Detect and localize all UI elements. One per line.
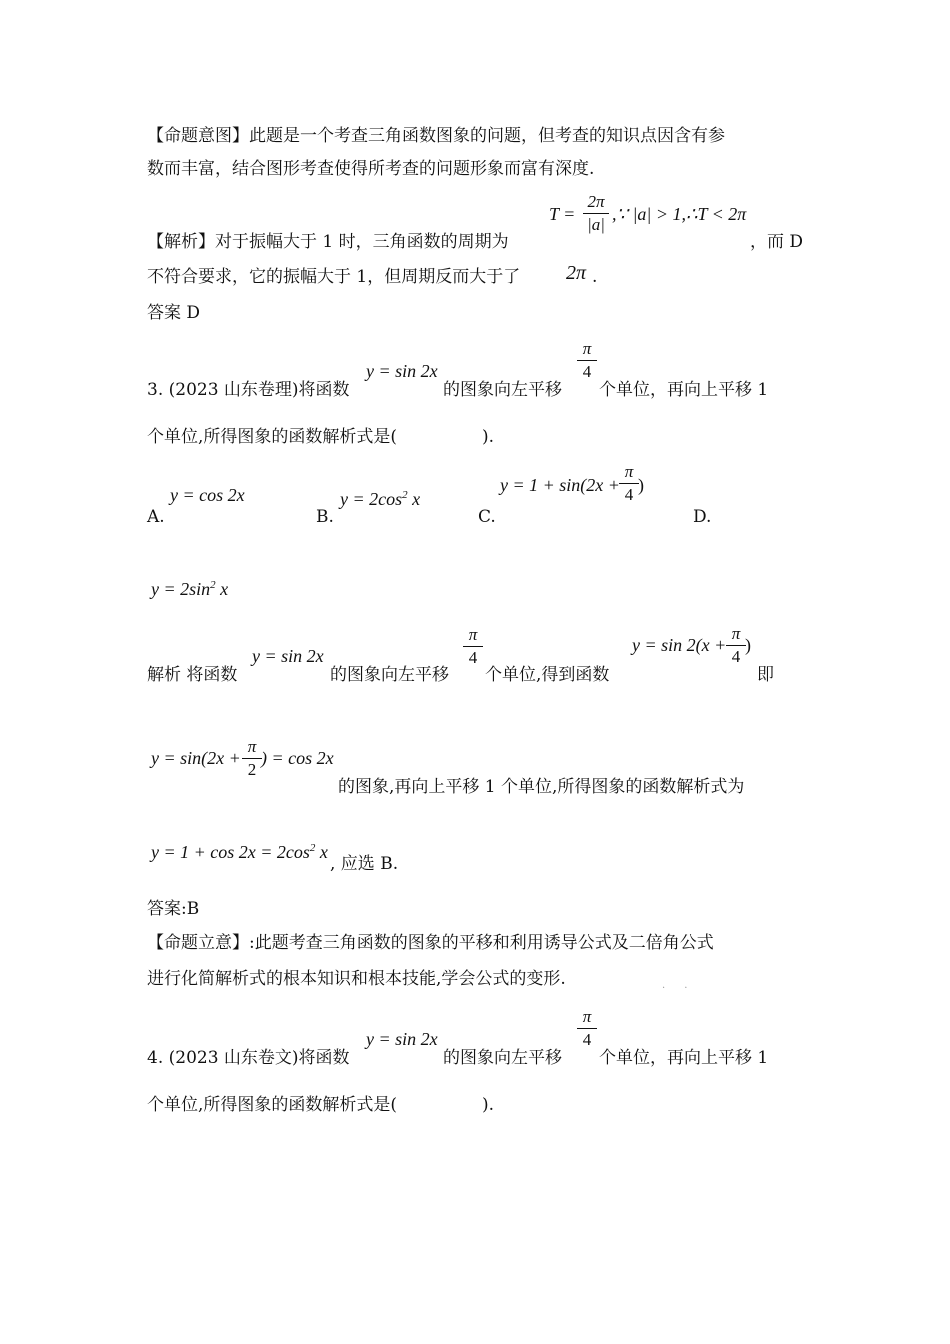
analysis-line-2: 不符合要求，它的振幅大于 1，但周期反而大于了	[147, 267, 521, 287]
q3-solution-f3-num: π	[247, 737, 257, 756]
q3-option-b-pre: y = 2cos	[340, 489, 403, 509]
q3-option-c-num: π	[624, 462, 634, 481]
q3-fraction	[577, 339, 597, 382]
q3-fraction-den: 4	[582, 362, 592, 381]
q3-solution-fraction-den: 4	[468, 648, 478, 667]
analysis-formula-left: T =	[549, 204, 576, 224]
q3-option-b	[340, 484, 420, 510]
q4-fraction	[577, 1007, 597, 1050]
q3-idea-line-1: 【命题立意】:此题考查三角函数的图象的平移和利用诱导公式及二倍角公式	[147, 933, 714, 953]
q3-suffix: 个单位，再向上平移 1	[599, 380, 769, 400]
q3-solution-f3-den: 2	[247, 760, 257, 779]
q3-option-d-pre: y = 2sin	[151, 579, 211, 599]
decorative-dots: . .	[662, 980, 688, 991]
intent-line-1: 【命题意图】此题是一个考查三角函数图象的问题，但考查的知识点因含有参	[147, 126, 725, 146]
q3-solution-answer: 答案:B	[147, 899, 200, 919]
q3-option-c-den: 4	[624, 485, 634, 504]
analysis-text: 【解析】对于振幅大于 1 时，三角函数的周期为	[147, 232, 509, 252]
q3-solution-f2-num: π	[731, 624, 741, 643]
q3-option-b-label: B.	[316, 507, 334, 527]
analysis-formula-right: ,∵ |a| > 1,∴T < 2π	[612, 204, 747, 224]
analysis-fraction-den: |a|	[587, 215, 605, 234]
q3-solution-mid: 的图象向左平移	[330, 665, 449, 685]
q3-prefix: 3. (2023 山东卷理)将函数	[147, 380, 350, 400]
q3-fraction-num: π	[582, 339, 592, 358]
q4-mid: 的图象向左平移	[443, 1048, 562, 1068]
q4-function: y = sin 2x	[366, 1029, 438, 1049]
q3-option-c-post: )	[638, 475, 644, 495]
q3-idea-line-2: 进行化简解析式的根本知识和根本技能,学会公式的变形.	[147, 969, 566, 989]
intent-line-2: 数而丰富，结合图形考查使得所考查的问题形象而富有深度.	[147, 159, 595, 179]
q4-fraction-num: π	[582, 1007, 592, 1026]
q3-solution-line-4-tail: , 应选 B.	[330, 854, 399, 874]
q3-option-c-fraction	[619, 462, 639, 505]
q3-solution-f2-den: 4	[731, 647, 741, 666]
q3-solution-fraction-num: π	[468, 625, 478, 644]
q3-option-b-sup: 2	[402, 489, 408, 501]
q3-solution-f4-sup: 2	[309, 842, 316, 854]
q3-solution-mid2: 个单位,得到函数	[485, 665, 610, 685]
q3-option-d-post: x	[215, 579, 229, 599]
q3-solution-f3-post: ) = cos 2x	[261, 748, 334, 768]
q3-solution-function: y = sin 2x	[252, 646, 324, 666]
q3-mid: 的图象向左平移	[443, 380, 562, 400]
q3-solution-f2-pre: y = sin 2(x +	[632, 635, 727, 655]
q3-solution-f2-post: )	[745, 635, 751, 655]
q3-solution-f2-fraction	[726, 624, 746, 667]
q3-option-c-label: C.	[478, 507, 496, 527]
analysis-fraction	[583, 192, 609, 235]
analysis-two-pi: 2π	[566, 262, 587, 284]
q3-solution-f3-fraction	[242, 737, 262, 780]
analysis-suffix: ，而 D	[750, 232, 804, 252]
q4-suffix: 个单位，再向上平移 1	[599, 1048, 769, 1068]
q3-solution-tail: 即	[757, 665, 774, 685]
q3-solution-f3-pre: y = sin(2x +	[151, 748, 241, 768]
q3-option-c-pre: y = 1 + sin(2x +	[500, 475, 620, 495]
q3-solution-f4-pre: y = 1 + cos 2x = 2cos	[151, 842, 310, 862]
q3-solution-prefix: 解析 将函数	[147, 665, 238, 685]
q3-solution-f4-post: x	[315, 842, 328, 862]
q3-solution-f4	[151, 837, 328, 863]
q3-option-b-post: x	[407, 489, 421, 509]
q3-function: y = sin 2x	[366, 361, 438, 381]
q3-option-a-label: A.	[147, 507, 165, 527]
q4-line-2: 个单位,所得图象的函数解析式是( ).	[147, 1095, 495, 1115]
analysis-answer: 答案 D	[147, 303, 201, 323]
q3-option-a: y = cos 2x	[170, 485, 245, 505]
analysis-period: .	[592, 267, 598, 287]
q3-solution-fraction	[463, 625, 483, 668]
q3-option-d-sup: 2	[210, 579, 216, 591]
q3-line-2: 个单位,所得图象的函数解析式是( ).	[147, 427, 495, 447]
q3-option-d	[151, 574, 228, 600]
q4-prefix: 4. (2023 山东卷文)将函数	[147, 1048, 350, 1068]
analysis-fraction-num: 2π	[587, 192, 605, 211]
q3-option-d-label: D.	[693, 507, 712, 527]
q4-fraction-den: 4	[582, 1030, 592, 1049]
q3-solution-line-3: 的图象,再向上平移 1 个单位,所得图象的函数解析式为	[338, 777, 745, 797]
